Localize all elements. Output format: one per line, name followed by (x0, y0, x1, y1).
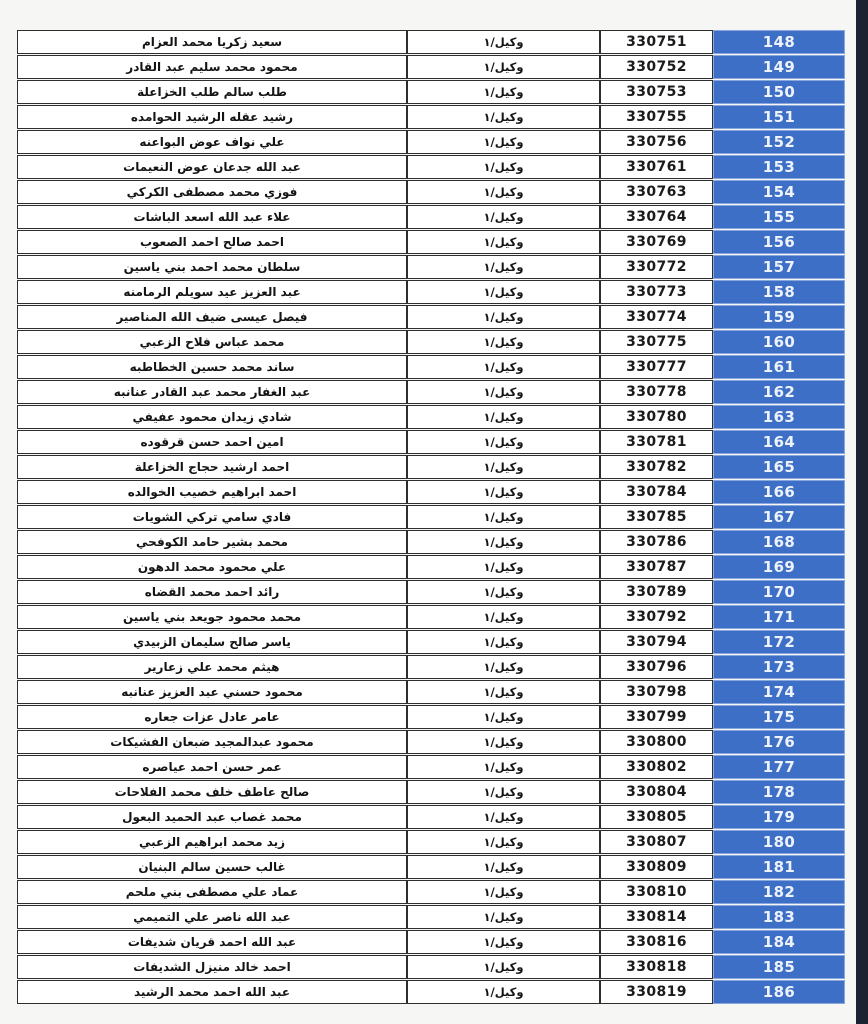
registration-number-cell: 330785 (600, 505, 713, 529)
registration-number-cell: 330819 (600, 980, 713, 1004)
table-row (17, 30, 845, 54)
name-cell: زيد محمد ابراهيم الزعبي (17, 830, 407, 854)
sequence-number-cell: 166 (713, 480, 845, 504)
table-row (17, 555, 845, 579)
name-cell: عمر حسن احمد عياصره (17, 755, 407, 779)
name-cell: محمد عباس فلاح الزعبي (17, 330, 407, 354)
role-cell: وكيل/١ (407, 55, 600, 79)
table-row (17, 405, 845, 429)
sequence-number-cell: 185 (713, 955, 845, 979)
role-cell: وكيل/١ (407, 880, 600, 904)
table-row (17, 130, 845, 154)
name-cell: ساند محمد حسين الخطاطبه (17, 355, 407, 379)
role-cell: وكيل/١ (407, 155, 600, 179)
table-row (17, 730, 845, 754)
table-row (17, 780, 845, 804)
name-cell: محمد غصاب عبد الحميد البعول (17, 805, 407, 829)
registration-number-cell: 330756 (600, 130, 713, 154)
table-row (17, 205, 845, 229)
sequence-number-cell: 173 (713, 655, 845, 679)
name-cell: محمود محمد سليم عبد القادر (17, 55, 407, 79)
registration-number-cell: 330800 (600, 730, 713, 754)
registration-number-cell: 330761 (600, 155, 713, 179)
registration-number-cell: 330778 (600, 380, 713, 404)
sequence-number-cell: 167 (713, 505, 845, 529)
role-cell: وكيل/١ (407, 655, 600, 679)
sequence-number-cell: 180 (713, 830, 845, 854)
registration-number-cell: 330777 (600, 355, 713, 379)
registration-number-cell: 330802 (600, 755, 713, 779)
registration-number-cell: 330764 (600, 205, 713, 229)
name-cell: علي محمود محمد الدهون (17, 555, 407, 579)
sequence-number-cell: 168 (713, 530, 845, 554)
sequence-number-cell: 184 (713, 930, 845, 954)
sequence-number-cell: 161 (713, 355, 845, 379)
sequence-number-cell: 152 (713, 130, 845, 154)
table-row (17, 230, 845, 254)
sequence-number-cell: 170 (713, 580, 845, 604)
registration-number-cell: 330775 (600, 330, 713, 354)
role-cell: وكيل/١ (407, 505, 600, 529)
sequence-number-cell: 149 (713, 55, 845, 79)
name-cell: عماد علي مصطفى بني ملحم (17, 880, 407, 904)
registration-number-cell: 330798 (600, 680, 713, 704)
name-cell: عبد الله ناصر علي التميمي (17, 905, 407, 929)
table-row (17, 855, 845, 879)
role-cell: وكيل/١ (407, 455, 600, 479)
table-row (17, 655, 845, 679)
registration-number-cell: 330780 (600, 405, 713, 429)
role-cell: وكيل/١ (407, 205, 600, 229)
table-row (17, 905, 845, 929)
registration-number-cell: 330787 (600, 555, 713, 579)
sequence-number-cell: 153 (713, 155, 845, 179)
table-row (17, 830, 845, 854)
registration-number-cell: 330763 (600, 180, 713, 204)
registration-number-cell: 330807 (600, 830, 713, 854)
sequence-number-cell: 183 (713, 905, 845, 929)
registration-number-cell: 330809 (600, 855, 713, 879)
table-row (17, 305, 845, 329)
role-cell: وكيل/١ (407, 680, 600, 704)
registration-number-cell: 330752 (600, 55, 713, 79)
sequence-number-cell: 163 (713, 405, 845, 429)
sequence-number-cell: 165 (713, 455, 845, 479)
registration-number-cell: 330810 (600, 880, 713, 904)
role-cell: وكيل/١ (407, 80, 600, 104)
registration-number-cell: 330805 (600, 805, 713, 829)
role-cell: وكيل/١ (407, 830, 600, 854)
registration-number-cell: 330772 (600, 255, 713, 279)
role-cell: وكيل/١ (407, 330, 600, 354)
name-cell: فيصل عيسى ضيف الله المناصير (17, 305, 407, 329)
registration-number-cell: 330799 (600, 705, 713, 729)
name-cell: عامر عادل عزات جعاره (17, 705, 407, 729)
sequence-number-cell: 151 (713, 105, 845, 129)
role-cell: وكيل/١ (407, 405, 600, 429)
name-cell: امين احمد حسن قرقوده (17, 430, 407, 454)
table-row (17, 105, 845, 129)
table-row (17, 380, 845, 404)
registration-number-cell: 330794 (600, 630, 713, 654)
table-row (17, 605, 845, 629)
role-cell: وكيل/١ (407, 305, 600, 329)
role-cell: وكيل/١ (407, 805, 600, 829)
sequence-number-cell: 171 (713, 605, 845, 629)
name-cell: محمود عبدالمجيد ضبعان الفشيكات (17, 730, 407, 754)
table-row (17, 955, 845, 979)
sequence-number-cell: 164 (713, 430, 845, 454)
role-cell: وكيل/١ (407, 580, 600, 604)
name-cell: عبد الله جدعان عوض النعيمات (17, 155, 407, 179)
table-row (17, 480, 845, 504)
table-row (17, 805, 845, 829)
role-cell: وكيل/١ (407, 480, 600, 504)
name-cell: عبد الله احمد قريان شديفات (17, 930, 407, 954)
sequence-number-cell: 162 (713, 380, 845, 404)
name-cell: علي نواف عوض البواعنه (17, 130, 407, 154)
registration-number-cell: 330789 (600, 580, 713, 604)
role-cell: وكيل/١ (407, 355, 600, 379)
table-row (17, 880, 845, 904)
sequence-number-cell: 158 (713, 280, 845, 304)
role-cell: وكيل/١ (407, 280, 600, 304)
sequence-number-cell: 175 (713, 705, 845, 729)
name-cell: سلطان محمد احمد بني ياسين (17, 255, 407, 279)
name-cell: احمد خالد منيزل الشديفات (17, 955, 407, 979)
role-cell: وكيل/١ (407, 180, 600, 204)
name-cell: ياسر صالح سليمان الزبيدي (17, 630, 407, 654)
name-cell: احمد صالح احمد الصعوب (17, 230, 407, 254)
role-cell: وكيل/١ (407, 30, 600, 54)
table-row (17, 630, 845, 654)
sequence-number-cell: 181 (713, 855, 845, 879)
sequence-number-cell: 177 (713, 755, 845, 779)
sequence-number-cell: 154 (713, 180, 845, 204)
table-row (17, 280, 845, 304)
name-cell: احمد ارشيد حجاج الخزاعلة (17, 455, 407, 479)
table-row (17, 505, 845, 529)
role-cell: وكيل/١ (407, 980, 600, 1004)
sequence-number-cell: 178 (713, 780, 845, 804)
table-row (17, 530, 845, 554)
role-cell: وكيل/١ (407, 130, 600, 154)
registration-number-cell: 330781 (600, 430, 713, 454)
role-cell: وكيل/١ (407, 530, 600, 554)
table-row (17, 355, 845, 379)
registration-number-cell: 330816 (600, 930, 713, 954)
name-cell: طلب سالم طلب الخزاعلة (17, 80, 407, 104)
registration-number-cell: 330784 (600, 480, 713, 504)
sequence-number-cell: 182 (713, 880, 845, 904)
registration-number-cell: 330814 (600, 905, 713, 929)
role-cell: وكيل/١ (407, 905, 600, 929)
registration-number-cell: 330774 (600, 305, 713, 329)
name-cell: رشيد عقله الرشيد الحوامده (17, 105, 407, 129)
registration-number-cell: 330753 (600, 80, 713, 104)
table-row (17, 580, 845, 604)
table-row (17, 180, 845, 204)
name-cell: عبد الغفار محمد عبد القادر عنانبه (17, 380, 407, 404)
name-cell: محمود حسني عبد العزيز عنانبه (17, 680, 407, 704)
table-row (17, 680, 845, 704)
sequence-number-cell: 174 (713, 680, 845, 704)
role-cell: وكيل/١ (407, 730, 600, 754)
name-cell: احمد ابراهيم خصيب الخوالده (17, 480, 407, 504)
name-cell: شادي زيدان محمود عفيفي (17, 405, 407, 429)
role-cell: وكيل/١ (407, 105, 600, 129)
sequence-number-cell: 176 (713, 730, 845, 754)
registration-number-cell: 330804 (600, 780, 713, 804)
table-row (17, 80, 845, 104)
registration-number-cell: 330818 (600, 955, 713, 979)
name-cell: رائد احمد محمد القضاه (17, 580, 407, 604)
registration-number-cell: 330773 (600, 280, 713, 304)
name-cell: سعيد زكريا محمد العزام (17, 30, 407, 54)
table-row (17, 330, 845, 354)
table-row (17, 455, 845, 479)
name-cell: محمد محمود جويعد بني ياسين (17, 605, 407, 629)
registration-number-cell: 330786 (600, 530, 713, 554)
role-cell: وكيل/١ (407, 755, 600, 779)
sequence-number-cell: 155 (713, 205, 845, 229)
table-row (17, 55, 845, 79)
table-row (17, 930, 845, 954)
role-cell: وكيل/١ (407, 555, 600, 579)
sequence-number-cell: 186 (713, 980, 845, 1004)
name-cell: غالب حسين سالم البنيان (17, 855, 407, 879)
sequence-number-cell: 169 (713, 555, 845, 579)
role-cell: وكيل/١ (407, 855, 600, 879)
registration-number-cell: 330796 (600, 655, 713, 679)
role-cell: وكيل/١ (407, 955, 600, 979)
registration-number-cell: 330792 (600, 605, 713, 629)
table-row (17, 430, 845, 454)
table-row (17, 980, 845, 1004)
registration-number-cell: 330751 (600, 30, 713, 54)
name-cell: فوزي محمد مصطفى الكركي (17, 180, 407, 204)
role-cell: وكيل/١ (407, 930, 600, 954)
name-cell: فادي سامي تركي الشويات (17, 505, 407, 529)
roster-table (17, 30, 845, 1004)
name-cell: عبد الله احمد محمد الرشيد (17, 980, 407, 1004)
role-cell: وكيل/١ (407, 230, 600, 254)
registration-number-cell: 330755 (600, 105, 713, 129)
name-cell: عبد العزيز عيد سويلم الرمامنه (17, 280, 407, 304)
right-edge-strip (856, 0, 868, 1024)
table-row (17, 255, 845, 279)
role-cell: وكيل/١ (407, 255, 600, 279)
name-cell: صالح عاطف خلف محمد الفلاحات (17, 780, 407, 804)
sequence-number-cell: 156 (713, 230, 845, 254)
role-cell: وكيل/١ (407, 605, 600, 629)
role-cell: وكيل/١ (407, 380, 600, 404)
role-cell: وكيل/١ (407, 630, 600, 654)
sequence-number-cell: 157 (713, 255, 845, 279)
sequence-number-cell: 179 (713, 805, 845, 829)
table-row (17, 755, 845, 779)
sequence-number-cell: 159 (713, 305, 845, 329)
table-row (17, 705, 845, 729)
registration-number-cell: 330782 (600, 455, 713, 479)
table-row (17, 155, 845, 179)
name-cell: محمد بشير حامد الكوفحي (17, 530, 407, 554)
role-cell: وكيل/١ (407, 430, 600, 454)
role-cell: وكيل/١ (407, 780, 600, 804)
name-cell: هيثم محمد علي زعارير (17, 655, 407, 679)
sequence-number-cell: 148 (713, 30, 845, 54)
role-cell: وكيل/١ (407, 705, 600, 729)
name-cell: علاء عبد الله اسعد الباشات (17, 205, 407, 229)
registration-number-cell: 330769 (600, 230, 713, 254)
sequence-number-cell: 172 (713, 630, 845, 654)
sequence-number-cell: 160 (713, 330, 845, 354)
sequence-number-cell: 150 (713, 80, 845, 104)
